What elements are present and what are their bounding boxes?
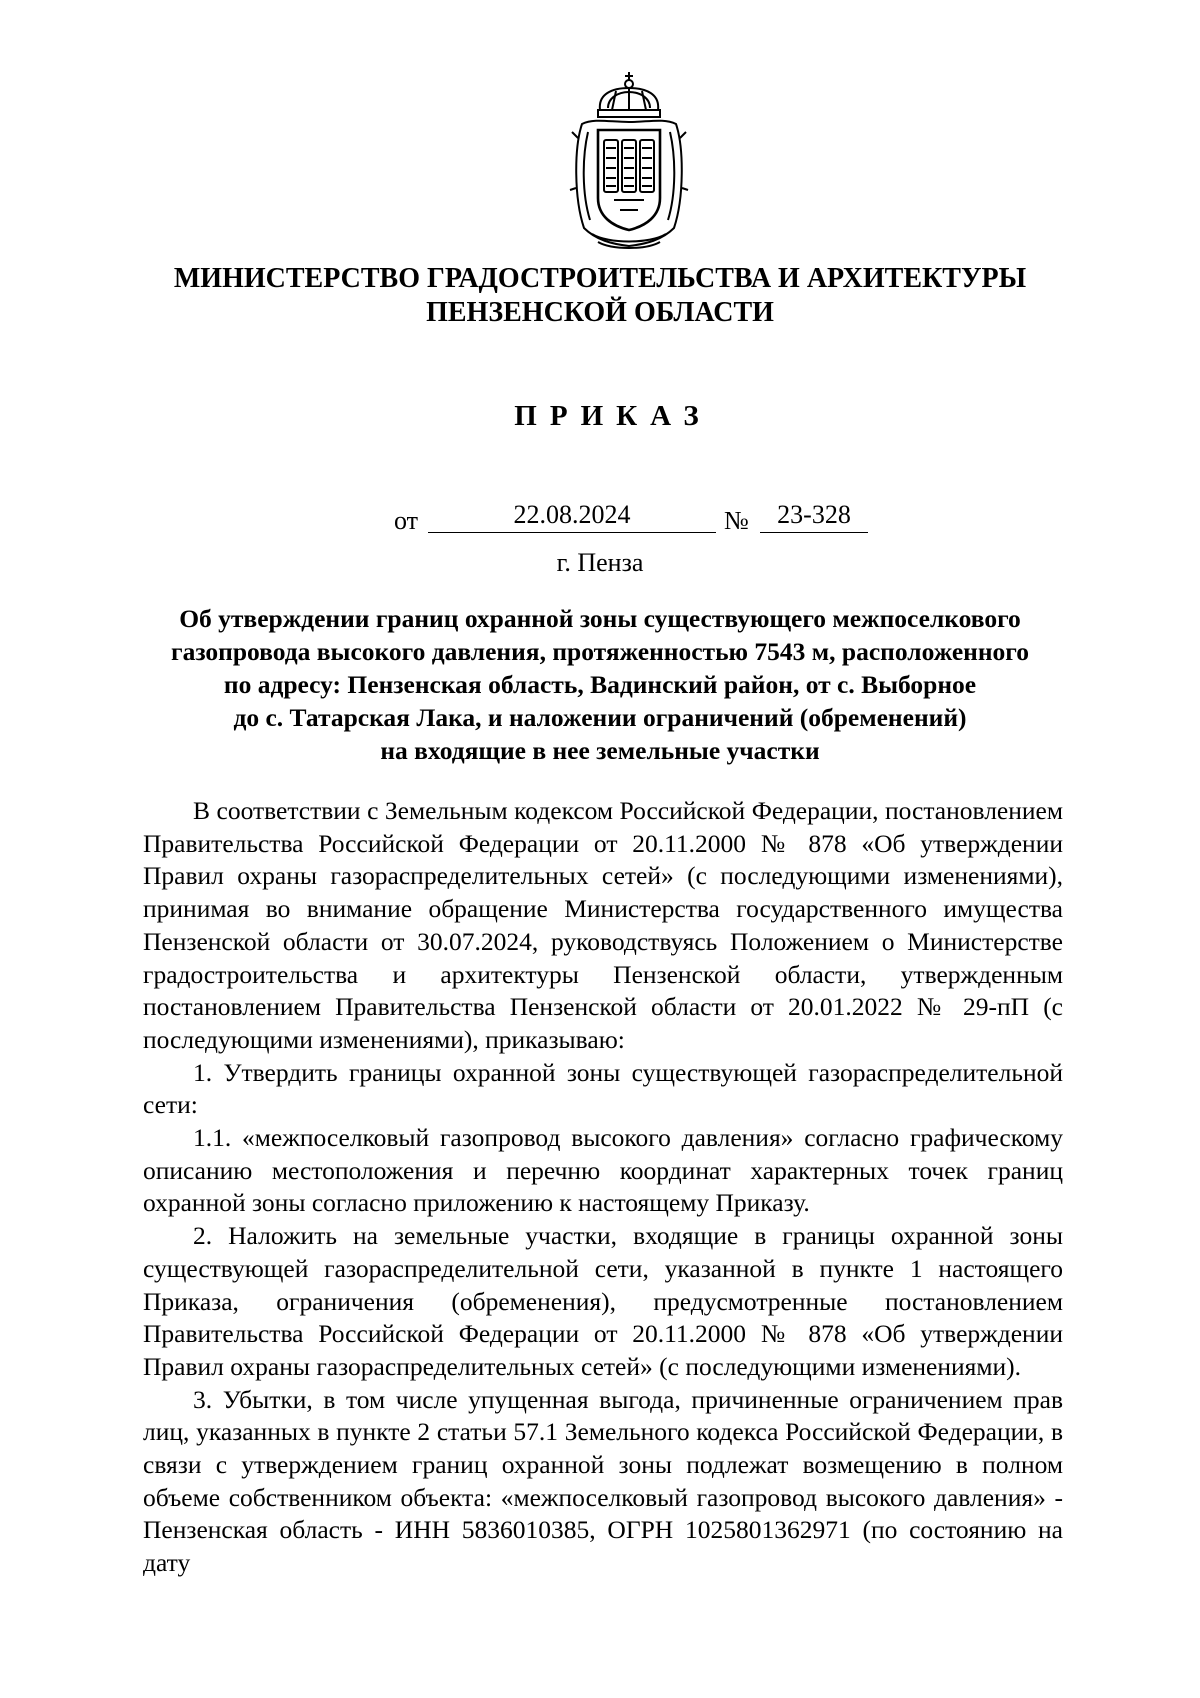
body-paragraph: В соответствии с Земельным кодексом Российской Федерации, постановлением Правительства Российской Федерации от 20.11.2000 № 878 «Об утверждении Правил охраны газораспределительных сетей» (с последующими изменениями), принимая во внимание обращение Министерства государственного имущества Пензенской области от 30.07.2024, руководствуясь Положением о Министерстве градостроительства и архитектуры Пензенской области, утвержденным постановлением Правительства Пензенской области от 20.01.2022 № 29-пП (с последующими изменениями), приказываю:: [143, 796, 1063, 1054]
number-sign: №: [724, 506, 749, 535]
subject-line: Об утверждении границ охранной зоны существующего межпоселкового: [179, 604, 1021, 633]
ministry-name: [100, 262, 1100, 330]
subject-line: газопровода высокого давления, протяженностью 7543 м, расположенного: [170, 637, 1029, 666]
subject-line: по адресу: Пензенская область, Вадинский район, от с. Выборное: [223, 670, 977, 699]
body-paragraph: 3. Убытки, в том числе упущенная выгода, причиненные ограничением прав лиц, указанных в пункте 2 статьи 57.1 Земельного кодекса Российской Федерации, в связи с утверждением границ охранной зоны подлежат возмещению в полном объеме собственником объекта: «межпоселковый газопровод высокого давления» - Пензенская область - ИНН 5836010385, ОГРН 1025801362971 (по состоянию на дату: [143, 1384, 1063, 1578]
date-number-line: [0, 500, 1200, 540]
penza-oblast-coat-of-arms-icon: [568, 68, 690, 252]
document-subject: [120, 602, 1080, 767]
ministry-name-line-2: ПЕНЗЕНСКОЙ ОБЛАСТИ: [426, 297, 774, 328]
body-paragraph: 1.1. «межпоселковый газопровод высокого давления» согласно графическому описанию местоположения и перечню координат характерных точек границ охранной зоны согласно приложению к настоящему Приказу.: [143, 1123, 1063, 1218]
document-city: г. Пенза: [556, 548, 644, 577]
body-paragraph: 2. Наложить на земельные участки, входящие в границы охранной зоны существующей газораспределительной сети, указанной в пункте 1 настоящего Приказа, ограничения (обременения), предусмотренные постановлением Правительства Российской Федерации от 20.11.2000 № 878 «Об утверждении Правил охраны газораспределительных сетей» (с последующими изменениями).: [143, 1221, 1063, 1381]
document-date: 22.08.2024: [428, 500, 716, 533]
body-paragraph: 1. Утвердить границы охранной зоны существующей газораспределительной сети:: [143, 1057, 1063, 1120]
ministry-name-line-1: МИНИСТЕРСТВО ГРАДОСТРОИТЕЛЬСТВА И АРХИТЕКТУРЫ: [173, 263, 1027, 294]
document-number: 23-328: [760, 500, 868, 533]
date-prefix: от: [394, 506, 419, 535]
subject-line: на входящие в нее земельные участки: [380, 736, 820, 765]
document-body: [143, 795, 1063, 1580]
subject-line: до с. Татарская Лака, и наложении ограничений (обременений): [233, 703, 967, 732]
document-type-title: ПРИКАЗ: [514, 400, 712, 432]
